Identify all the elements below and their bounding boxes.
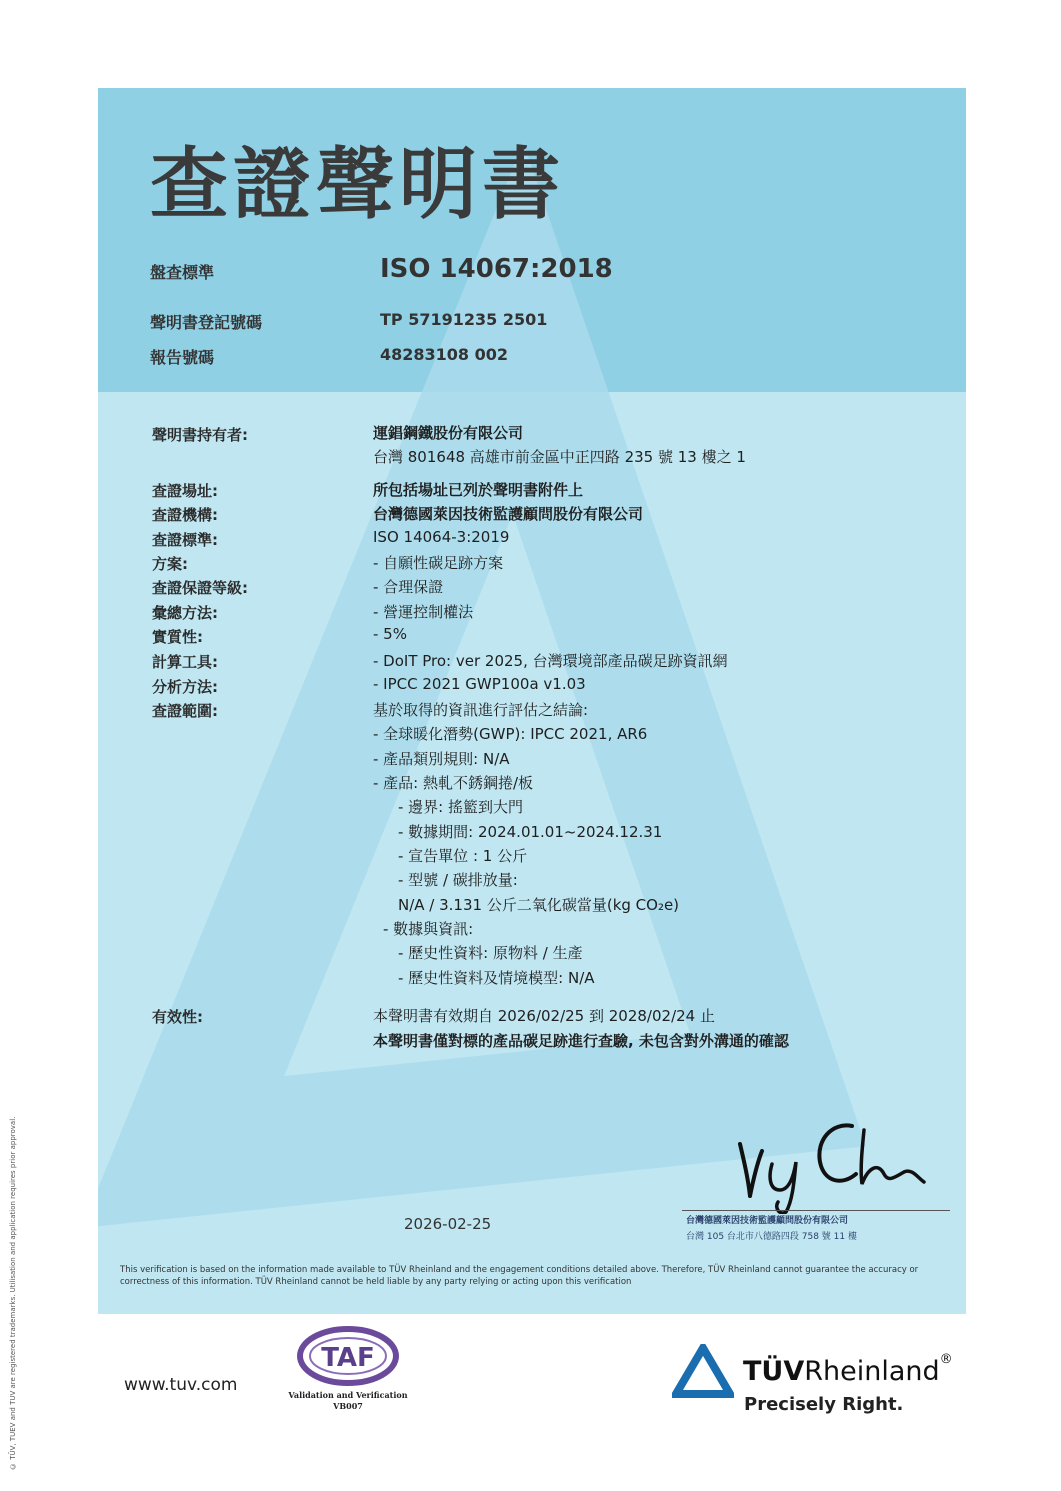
scope-item: - 數據期間: 2024.01.01~2024.12.31 xyxy=(398,823,663,841)
tuv-brand-tuv: TÜV xyxy=(743,1356,805,1387)
tuv-brand-name xyxy=(743,1352,953,1387)
standard-value: ISO 14067:2018 xyxy=(380,254,613,284)
taf-caption xyxy=(280,1390,416,1412)
side-trademark-note: © TÜV, TUEV and TUV are registered trademarks. Utilisation and application requires prior approval. xyxy=(9,1116,17,1470)
registration-label: 聲明書登記號碼 xyxy=(150,313,263,332)
taf-caption-line-1: Validation and Verification xyxy=(288,1390,408,1400)
signatory-organization: 台灣德國萊因技術監護顧問股份有限公司 xyxy=(686,1216,849,1226)
scope-item: - 全球暖化潛勢(GWP): IPCC 2021, AR6 xyxy=(373,725,648,743)
tuv-website-link[interactable]: www.tuv.com xyxy=(124,1375,238,1395)
verification-body-label: 查證機構: xyxy=(152,506,218,524)
verification-standard-value: ISO 14064-3:2019 xyxy=(373,528,510,546)
scheme-label: 方案: xyxy=(152,555,188,573)
consolidation-label: 彙總方法: xyxy=(152,604,218,622)
holder-name: 運錩鋼鐵股份有限公司 xyxy=(373,424,524,442)
verification-standard-label: 查證標準: xyxy=(152,531,218,549)
signature-icon xyxy=(728,1116,928,1214)
signature-line xyxy=(682,1210,950,1211)
issue-date: 2026-02-25 xyxy=(404,1215,492,1233)
tool-value: - DoIT Pro: ver 2025, 台灣環境部產品碳足跡資訊網 xyxy=(373,652,728,670)
validity-label: 有效性: xyxy=(152,1008,203,1026)
taf-logo-text: TAF xyxy=(321,1343,375,1373)
analysis-value: - IPCC 2021 GWP100a v1.03 xyxy=(373,675,586,693)
report-label: 報告號碼 xyxy=(150,348,215,367)
site-value: 所包括場址已列於聲明書附件上 xyxy=(373,481,584,499)
registration-number: TP 57191235 2501 xyxy=(380,310,548,329)
materiality-label: 實質性: xyxy=(152,628,203,646)
scope-item: - 歷史性資料: 原物料 / 生產 xyxy=(398,944,583,962)
consolidation-value: - 營運控制權法 xyxy=(373,603,474,621)
scope-item: - 邊界: 搖籃到大門 xyxy=(398,798,524,816)
scope-intro: 基於取得的資訊進行評估之結論: xyxy=(373,701,589,719)
standard-label: 盤查標準 xyxy=(150,263,215,282)
certificate-title: 查證聲明書 xyxy=(150,140,566,230)
disclaimer-text: This verification is based on the information made available to TÜV Rheinland and the engagement conditions detailed above. Therefore, TÜV Rheinland cannot guarantee the accuracy or correctness of this information. TÜV Rheinland cannot be held liable by any party relying or acting upon this verification xyxy=(120,1265,919,1287)
emission-value: N/A / 3.131 公斤二氧化碳當量(kg CO₂e) xyxy=(398,896,680,914)
tuv-brand-rheinland: Rheinland xyxy=(804,1356,940,1387)
signatory-address: 台灣 105 台北市八德路四段 758 號 11 樓 xyxy=(686,1232,857,1242)
analysis-label: 分析方法: xyxy=(152,678,218,696)
registered-mark: ® xyxy=(939,1352,953,1367)
site-label: 查證場址: xyxy=(152,482,218,500)
scope-item: - 產品: 熱軋不銹鋼捲/板 xyxy=(373,774,534,792)
scope-item: - 歷史性資料及情境模型: N/A xyxy=(398,969,595,987)
tuv-slogan: Precisely Right. xyxy=(744,1394,904,1415)
validity-period: 本聲明書有效期自 2026/02/25 到 2028/02/24 止 xyxy=(373,1007,715,1025)
holder-address: 台灣 801648 高雄市前金區中正四路 235 號 13 樓之 1 xyxy=(373,448,746,466)
scope-item: - 產品類別規則: N/A xyxy=(373,750,510,768)
materiality-value: - 5% xyxy=(373,625,407,643)
report-number: 48283108 002 xyxy=(380,345,509,364)
scope-item: - 數據與資訊: xyxy=(383,920,474,938)
verification-body-value: 台灣德國萊因技術監護顧問股份有限公司 xyxy=(373,505,644,523)
tool-label: 計算工具: xyxy=(152,653,218,671)
holder-label: 聲明書持有者: xyxy=(152,426,248,444)
scope-label: 查證範圍: xyxy=(152,702,218,720)
scope-item: - 宣告單位 : 1 公斤 xyxy=(398,847,528,865)
tuv-triangle-logo-icon xyxy=(672,1344,734,1398)
assurance-value: - 合理保證 xyxy=(373,578,444,596)
assurance-label: 查證保證等級: xyxy=(152,579,248,597)
scheme-value: - 自願性碳足跡方案 xyxy=(373,554,504,572)
certificate-panel xyxy=(98,88,966,1314)
scope-item: - 型號 / 碳排放量: xyxy=(398,871,518,889)
taf-caption-line-2: VB007 xyxy=(333,1401,363,1411)
validity-scope-note: 本聲明書僅對標的產品碳足跡進行查驗, 未包含對外溝通的確認 xyxy=(373,1032,789,1050)
